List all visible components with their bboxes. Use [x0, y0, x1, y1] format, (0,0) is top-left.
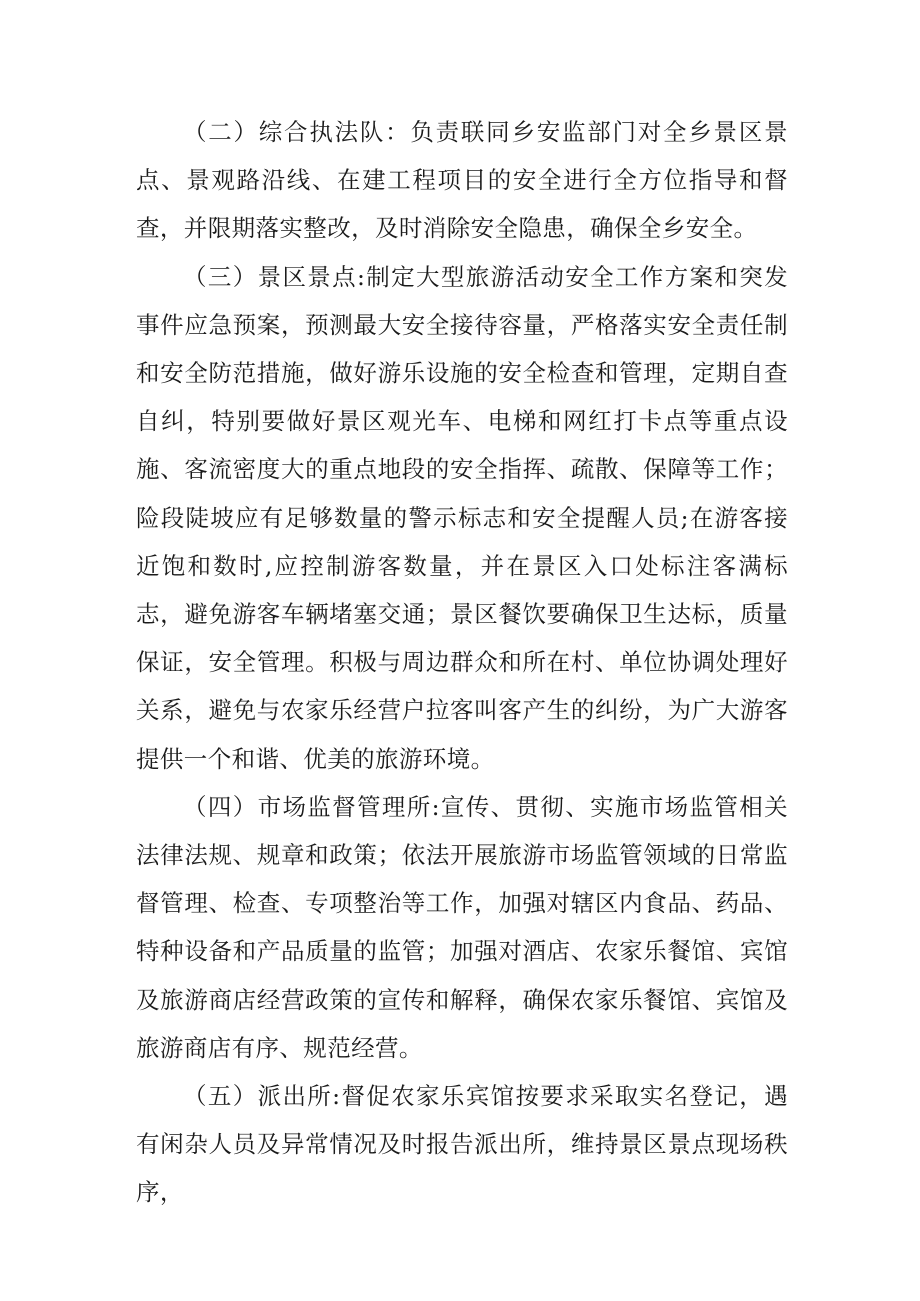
document-body: [136, 108, 788, 1217]
paragraph-scenic-spots: （三）景区景点:制定大型旅游活动安全工作方案和突发事件应急预案，预测最大安全接待容量，严格落实安全责任制和安全防范措施，做好游乐设施的安全检查和管理，定期自查自纠，特别要做好景区观光车、电梯和网红打卡点等重点设施、客流密度大的重点地段的安全指挥、疏散、保障等工作；险段陡坡应有足够数量的警示标志和安全提醒人员;在游客接近饱和数时,应控制游客数量，并在景区入口处标注客满标志，避免游客车辆堵塞交通；景区餐饮要确保卫生达标，质量保证，安全管理。积极与周边群众和所在村、单位协调处理好关系，避免与农家乐经营户拉客叫客产生的纠纷，为广大游客提供一个和谐、优美的旅游环境。: [136, 262, 788, 773]
paragraph-comprehensive-enforcement-team: （二）综合执法队：负责联同乡安监部门对全乡景区景点、景观路沿线、在建工程项目的安全进行全方位指导和督查，并限期落实整改，及时消除安全隐患，确保全乡安全。: [136, 118, 788, 243]
paragraph-police-station: （五）派出所:督促农家乐宾馆按要求采取实名登记，遇有闲杂人员及异常情况及时报告派出所，维持景区景点现场秩序，: [136, 1082, 788, 1207]
paragraph-market-supervision-office: （四）市场监督管理所:宣传、贯彻、实施市场监管相关法律法规、规章和政策；依法开展旅游市场监管领域的日常监督管理、检查、专项整治等工作，加强对辖区内食品、药品、特种设备和产品质量的监管；加强对酒店、农家乐餐馆、宾馆及旅游商店经营政策的宣传和解释，确保农家乐餐馆、宾馆及旅游商店有序、规范经营。: [136, 792, 788, 1062]
